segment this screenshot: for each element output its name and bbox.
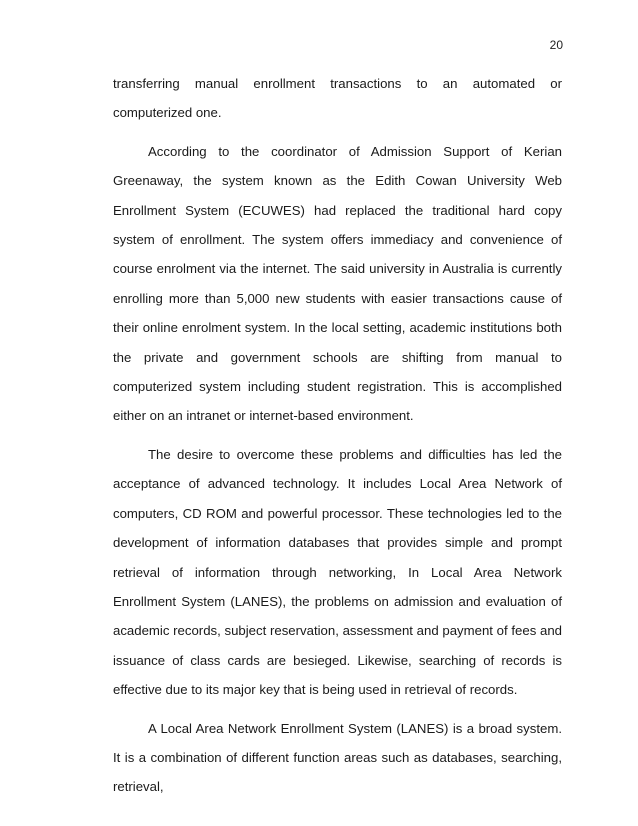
body-text — [113, 69, 562, 802]
paragraph-technology: The desire to overcome these problems and difficulties has led the acceptance of advanced technology. It includes Local Area Network of computers, CD ROM and powerful processor. These technologies led to the development of information databases that provides simple and prompt retrieval of information through networking, In Local Area Network Enrollment System (LANES), the problems on admission and evaluation of academic records, subject reservation, assessment and payment of fees and issuance of class cards are besieged. Likewise, searching of records is effective due to its major key that is being used in retrieval of records. — [113, 446, 562, 698]
page-number: 20 — [549, 38, 563, 52]
paragraph-continuation: transferring manual enrollment transactions to an automated or computerized one. — [113, 76, 562, 121]
paragraph-lanes: A Local Area Network Enrollment System (LANES) is a broad system. It is a combination of different function areas such as databases, searching, retrieval, — [113, 720, 562, 795]
paragraph-ecuwes: According to the coordinator of Admission Support of Kerian Greenaway, the system known as the Edith Cowan University Web Enrollment System (ECUWES) had replaced the traditional hard copy system of enrollment. The system offers immediacy and convenience of course enrolment via the internet. The said university in Australia is currently enrolling more than 5,000 new students with easier transactions cause of their online enrolment system. In the local setting, academic institutions both the private and government schools are shifting from manual to computerized system including student registration. This is accomplished either on an intranet or internet-based environment. — [113, 143, 562, 424]
